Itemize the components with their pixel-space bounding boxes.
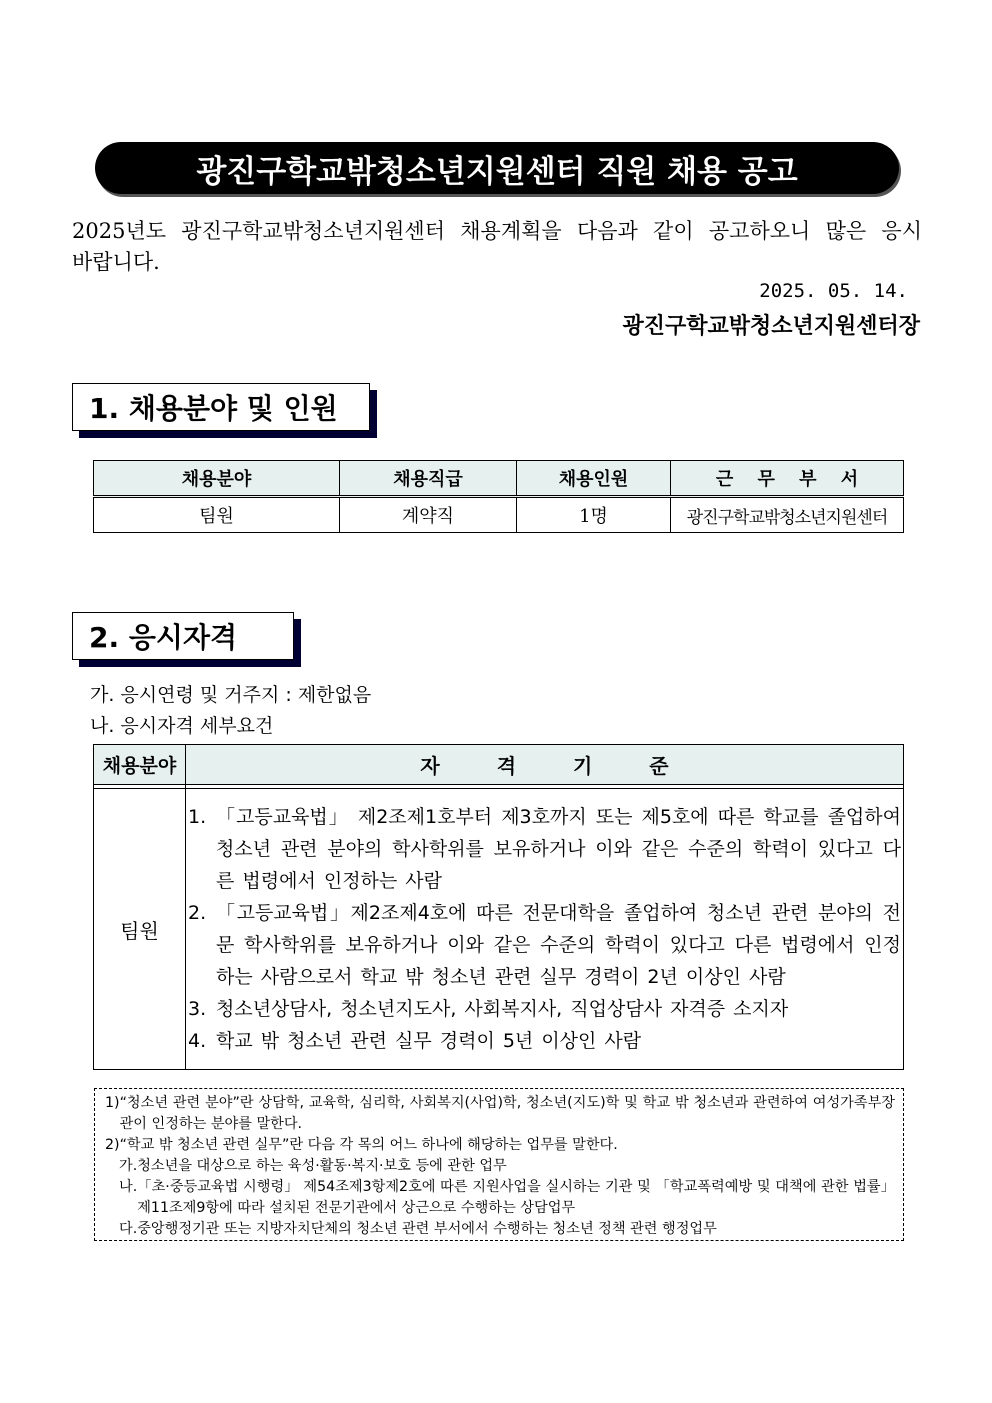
list-item: 2. 「고등교육법」제2조제4호에 따른 전문대학을 졸업하여 청소년 관련 분야의 전문 학사학위를 보유하거나 이와 같은 수준의 학력이 있다고 다른 법령에서 인정하는 사람으로서 학교 밖 청소년 관련 실무 경력이 2년 이상인 사람 [188, 902, 901, 988]
header-rank: 채용직급 [340, 461, 517, 497]
header-count: 채용인원 [517, 461, 671, 497]
signer: 광진구학교밖청소년지원센터장 [622, 313, 920, 339]
notes-box [94, 1088, 904, 1241]
header-field: 채용분야 [94, 461, 340, 497]
cell-category: 팀원 [94, 789, 186, 1070]
announcement-date: 2025. 05. 14. [759, 280, 908, 302]
header-department: 근 무 부 서 [671, 461, 904, 497]
table-row [94, 789, 904, 1070]
table-row [94, 497, 904, 533]
section2-heading: 2. 응시자격 [72, 612, 294, 660]
cell-rank: 계약직 [340, 497, 517, 533]
header-criteria: 자 격 기 준 [186, 745, 904, 785]
list-item: 4. 학교 밖 청소년 관련 실무 경력이 5년 이상인 사람 [188, 1030, 642, 1052]
list-item: 1. 「고등교육법」 제2조제1호부터 제3호까지 또는 제5호에 따른 학교를 졸업하여 청소년 관련 분야의 학사학위를 보유하거나 이와 같은 수준의 학력이 있다고 다른 법령에서 인정하는 사람 [188, 806, 901, 892]
cell-field: 팀원 [94, 497, 340, 533]
note-item: 나. 「초·중등교육법 시행령」 제54조제3항제2호에 따른 지원사업을 실시하는 기관 및 「학교폭력예방 및 대책에 관한 법률」 제11조제9항에 따라 설치된 전문기관에서 상근으로 수행하는 상담업무 [119, 1179, 895, 1216]
list-item: 3. 청소년상담사, 청소년지도사, 사회복지사, 직업상담사 자격증 소지자 [188, 998, 789, 1020]
title-banner [95, 142, 899, 194]
page-title: 광진구학교밖청소년지원센터 직원 채용 공고 [196, 153, 798, 190]
intro-text: 2025년도 광진구학교밖청소년지원센터 채용계획을 다음과 같이 공고하오니 많은 응시 바랍니다. [72, 219, 922, 274]
condition-a: 가. 응시연령 및 거주지 : 제한없음 [90, 684, 372, 706]
note-item: 가. 청소년을 대상으로 하는 육성·활동·복지·보호 등에 관한 업무 [119, 1158, 507, 1174]
condition-b: 나. 응시자격 세부요건 [90, 715, 274, 737]
section1-heading: 1. 채용분야 및 인원 [72, 383, 370, 431]
header-field: 채용분야 [94, 745, 186, 785]
cell-count: 1명 [517, 497, 671, 533]
cell-department: 광진구학교밖청소년지원센터 [671, 497, 904, 533]
note-item: 2) “학교 밖 청소년 관련 실무”란 다음 각 목의 어느 하나에 해당하는 업무를 말한다. [105, 1137, 618, 1153]
recruitment-table [93, 460, 904, 533]
note-item: 1) “청소년 관련 분야”란 상담학, 교육학, 심리학, 사회복지(사업)학, 청소년(지도)학 및 학교 밖 청소년과 관련하여 여성가족부장관이 인정하는 분야를 말한다. [105, 1095, 895, 1132]
note-item: 다. 중앙행정기관 또는 지방자치단체의 청소년 관련 부서에서 수행하는 청소년 정책 관련 행정업무 [119, 1221, 717, 1237]
qualification-table [93, 744, 904, 1070]
conditions [90, 680, 371, 742]
criteria-list [186, 789, 904, 1070]
